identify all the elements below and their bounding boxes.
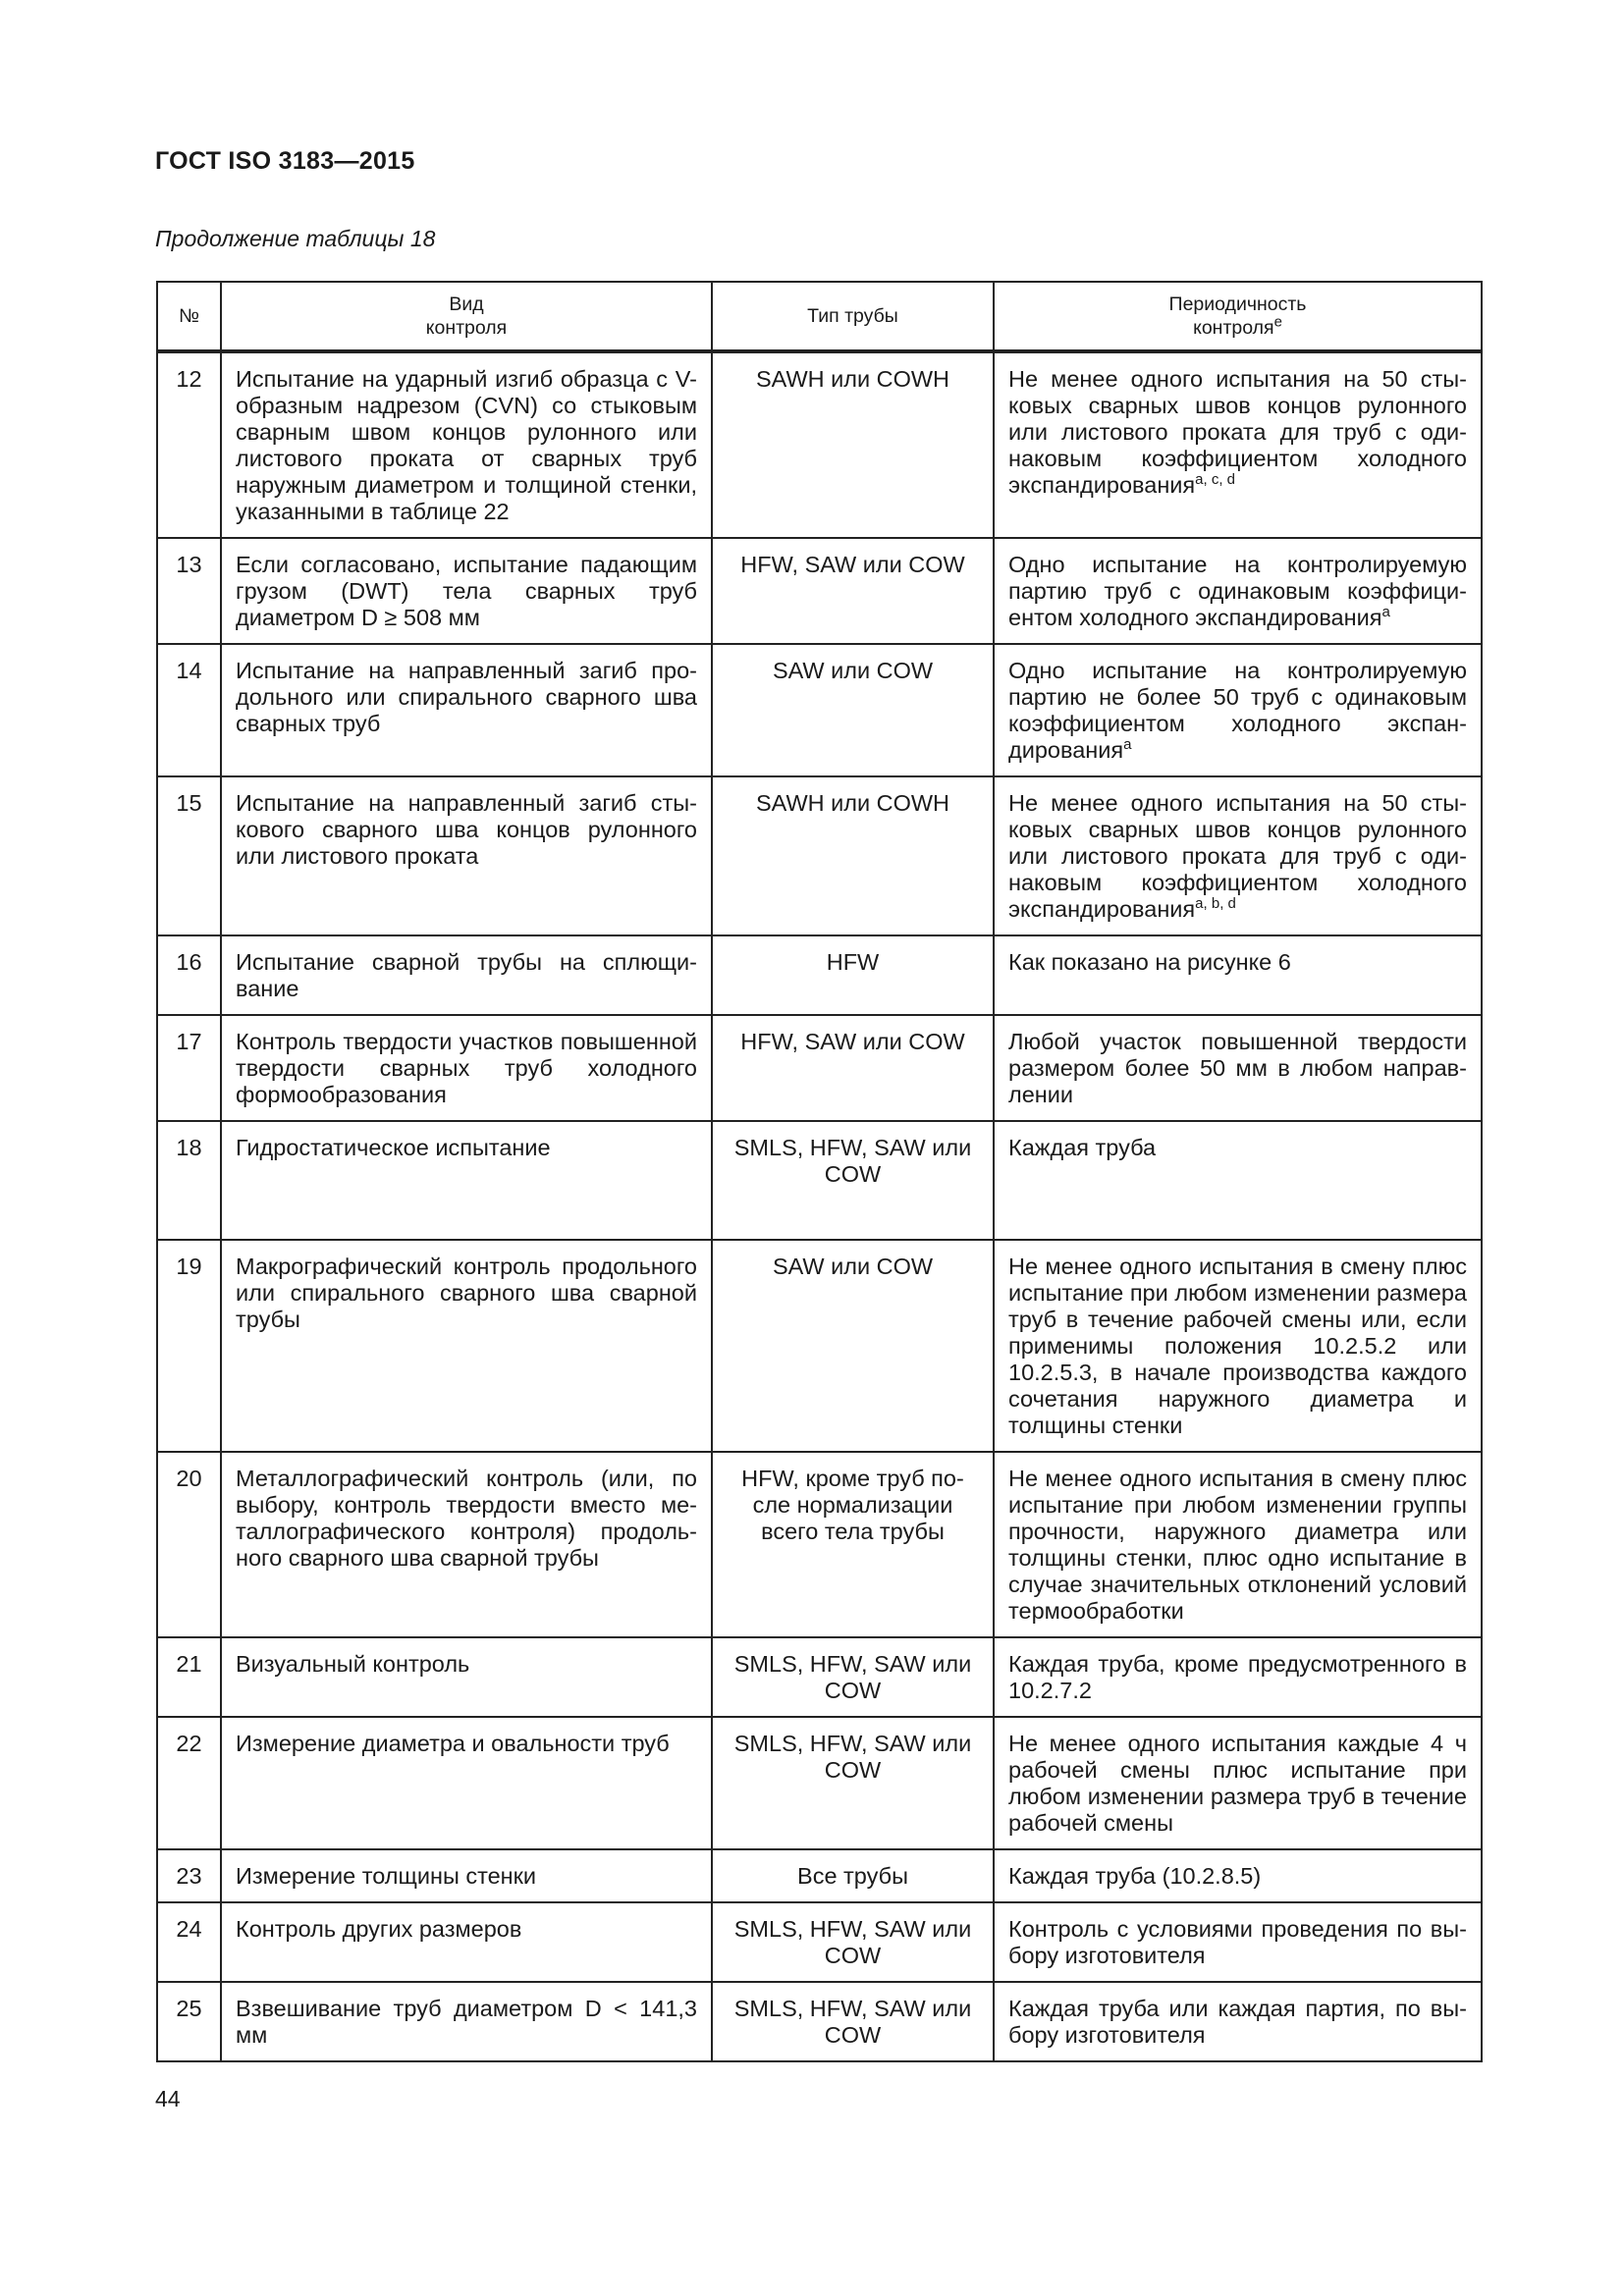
control-kind: Измерение диаметра и овальности труб [221,1717,712,1849]
frequency-text: Не менее одного испытания каждые 4 ч рабочей смены плюс испытание при любом изменении размера труб в течение рабочей смены [1008,1731,1467,1836]
control-frequency [994,1240,1482,1452]
row-number: 18 [157,1121,221,1240]
row-number: 19 [157,1240,221,1452]
row-number: 17 [157,1015,221,1121]
control-frequency [994,538,1482,644]
col-header-kind-line1: Вид [449,294,484,315]
frequency-text: Контроль с условиями проведения по выбору изготовителя [1008,1916,1467,1968]
frequency-text: Не менее одного испытания в смену плюс испытание при любом изменении размера труб в течение рабочей смены или, если применимы положения 10.2.5.2 или 10.2.5.3, в начале производства каждого сочетания наружного диаметра и толщины стенки [1008,1254,1467,1438]
col-header-pipe: Тип трубы [712,282,994,351]
pipe-type: Все трубы [712,1849,994,1902]
frequency-text: Как показано на рисунке 6 [1008,949,1291,975]
pipe-type: SMLS, HFW, SAW или COW [712,1637,994,1717]
row-number: 20 [157,1452,221,1637]
col-header-freq-line1: Периодичность [1168,294,1307,315]
pipe-type: SMLS, HFW, SAW или COW [712,1982,994,2061]
pipe-type: SAW или COW [712,1240,994,1452]
table-row [157,644,1482,776]
pipe-type: SAWH или COWH [712,776,994,935]
row-number: 21 [157,1637,221,1717]
frequency-text: Не менее одного испытания на 50 стыковых сварных швов концов рулонного или листового проката для труб с одинаковым коэффициентом холодного экспандирования [1008,366,1467,498]
table-caption: Продолжение таблицы 18 [155,226,436,251]
control-kind: Визуальный контроль [221,1637,712,1717]
row-number: 12 [157,351,221,538]
pipe-type: SAW или COW [712,644,994,776]
table-row [157,1717,1482,1849]
table-row [157,1452,1482,1637]
control-kind: Испытание на направленный загиб стыкового сварного шва концов рулонного или листового проката [221,776,712,935]
pipe-type: HFW, SAW или COW [712,538,994,644]
table-row [157,538,1482,644]
pipe-type: SMLS, HFW, SAW или COW [712,1121,994,1240]
frequency-text: Одно испытание на контролируемую партию не более 50 труб с одинаковым коэффициентом холодного экспандирования [1008,658,1467,763]
row-number: 23 [157,1849,221,1902]
table-header-row [157,282,1482,351]
frequency-text: Каждая труба или каждая партия, по выбору изготовителя [1008,1996,1467,2048]
pipe-type: HFW, кроме труб после нормализации всего тела трубы [712,1452,994,1637]
frequency-text: Не менее одного испытания в смену плюс испытание при любом изменении группы прочности, наружного диаметра или толщины стенки, плюс одно испытание в случае значительных отклонений условий термообработки [1008,1466,1467,1624]
control-frequency [994,1121,1482,1240]
table-row [157,1121,1482,1240]
pipe-type: SMLS, HFW, SAW или COW [712,1902,994,1982]
table-row [157,1240,1482,1452]
control-frequency [994,776,1482,935]
table-row [157,1902,1482,1982]
pipe-type: SMLS, HFW, SAW или COW [712,1717,994,1849]
control-frequency [994,1015,1482,1121]
col-header-freq-footnote: e [1273,313,1282,331]
frequency-text: Не менее одного испытания на 50 стыковых сварных швов концов рулонного или листового проката для труб с одинаковым коэффициентом холодного экспандирования [1008,790,1467,922]
table-row [157,776,1482,935]
table-row [157,1982,1482,2061]
col-header-kind-line2: контроля [425,317,508,339]
table-row [157,1849,1482,1902]
page-number: 44 [155,2086,181,2111]
frequency-text: Каждая труба (10.2.8.5) [1008,1863,1262,1889]
frequency-text: Одно испытание на контролируемую партию труб с одинаковым коэффициентом холодного экспандирования [1008,552,1467,630]
col-header-freq-line2: контроля [1193,317,1274,339]
control-kind: Взвешивание труб диаметром D < 141,3 мм [221,1982,712,2061]
row-number: 15 [157,776,221,935]
control-table [156,281,1483,2062]
control-kind: Если согласовано, испытание падающим грузом (DWT) тела сварных труб диаметром D ≥ 508 мм [221,538,712,644]
pipe-type: HFW [712,935,994,1015]
control-kind: Измерение толщины стенки [221,1849,712,1902]
pipe-type: SAWH или COWH [712,351,994,538]
control-kind: Металлографический контроль (или, по выбору, контроль твердости вместо металлографического контроля) продольного сварного шва сварной трубы [221,1452,712,1637]
footnote-marks: a [1381,604,1390,621]
control-frequency [994,1982,1482,2061]
control-kind: Контроль твердости участков повышенной твердости сварных труб холодного формообразования [221,1015,712,1121]
frequency-text: Любой участок повышенной твердости размером более 50 мм в любом направлении [1008,1029,1467,1107]
control-kind: Испытание на направленный загиб продольного или спирального сварного шва сварных труб [221,644,712,776]
row-number: 25 [157,1982,221,2061]
control-kind: Макрографический контроль продольного или спирального сварного шва сварной трубы [221,1240,712,1452]
row-number: 14 [157,644,221,776]
row-number: 13 [157,538,221,644]
control-kind: Контроль других размеров [221,1902,712,1982]
pipe-type: HFW, SAW или COW [712,1015,994,1121]
control-frequency [994,1717,1482,1849]
table-row [157,351,1482,538]
control-kind: Испытание на ударный изгиб образца с V-образным надрезом (CVN) со стыковым сварным швом концов рулонного или листового проката от сварных труб наружным диаметром и толщиной стенки, указанными в таблице 22 [221,351,712,538]
footnote-marks: a [1123,736,1132,754]
table-row [157,1637,1482,1717]
col-header-num: № [157,282,221,351]
row-number: 16 [157,935,221,1015]
frequency-text: Каждая труба, кроме предусмотренного в 10.2.7.2 [1008,1651,1467,1703]
control-frequency [994,935,1482,1015]
control-frequency [994,644,1482,776]
control-kind: Гидростатическое испытание [221,1121,712,1240]
footnote-marks: a, b, d [1195,895,1236,913]
footnote-marks: a, c, d [1195,471,1236,489]
col-header-freq [994,282,1482,351]
control-frequency [994,1902,1482,1982]
table-row [157,935,1482,1015]
row-number: 22 [157,1717,221,1849]
control-frequency [994,1637,1482,1717]
row-number: 24 [157,1902,221,1982]
control-frequency [994,1452,1482,1637]
table-row [157,1015,1482,1121]
frequency-text: Каждая труба [1008,1135,1157,1160]
control-kind: Испытание сварной трубы на сплющивание [221,935,712,1015]
document-header: ГОСТ ISO 3183—2015 [155,147,415,175]
control-frequency [994,1849,1482,1902]
control-frequency [994,351,1482,538]
col-header-kind [221,282,712,351]
